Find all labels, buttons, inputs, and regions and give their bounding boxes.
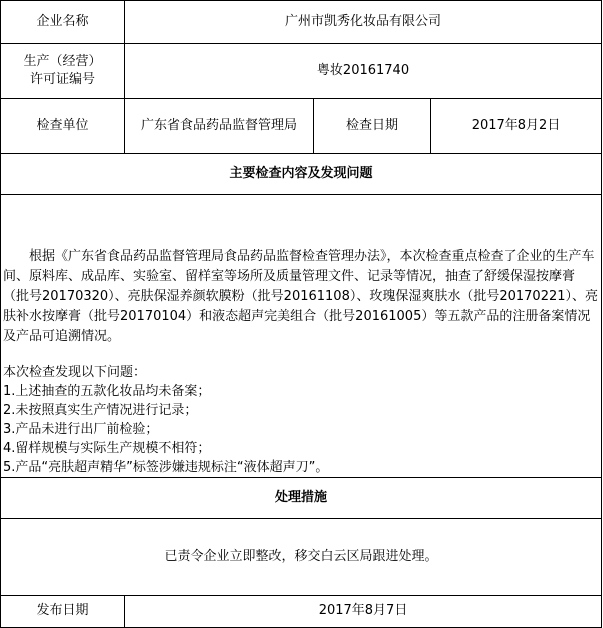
inspection-date-value: 2017年8月2日 (431, 99, 602, 154)
company-name-value: 广州市凯秀化妆品有限公司 (125, 1, 602, 44)
row-inspection-content (1, 195, 602, 478)
inspection-unit-value: 广东省食品药品监督管理局 (125, 99, 314, 154)
measures-text: 已责令企业立即整改，移交白云区局跟进处理。 (1, 519, 602, 596)
finding-item: 3.产品未进行出厂前检验； (3, 422, 159, 437)
row-inspection-info (1, 99, 602, 154)
finding-item: 2.未按照真实生产情况进行记录； (3, 403, 198, 418)
finding-item: 5.产品“亮肤超声精华”标签涉嫌违规标注“液体超声刀”。 (3, 460, 329, 475)
findings-intro: 本次检查发现以下问题： (3, 365, 147, 380)
license-number-value: 粤妆20161740 (125, 44, 602, 99)
publish-date-label: 发布日期 (1, 596, 125, 628)
publish-date-value: 2017年8月7日 (125, 596, 602, 628)
row-license-number (1, 44, 602, 99)
row-publish-date (1, 596, 602, 628)
row-main-section-header (1, 154, 602, 195)
license-number-label (1, 44, 125, 99)
finding-item: 1.上述抽查的五款化妆品均未备案； (3, 384, 211, 399)
inspection-paragraph: 根据《广东省食品药品监督管理局食品药品监督检查管理办法》，本次检查重点检查了企业的生产车间、原料库、成品库、实验室、留样室等场所及质量管理文件、记录等情况，抽查了舒缓保湿按摩膏（批号20170320）、亮肤保湿养颜软膜粉（批号20161108）、玫瑰保湿爽肤水（批号20170221）、亮肤补水按摩膏（批号20170104）和液态超声完美组合（批号20161005）等五款产品的注册备案情况及产品可追溯情况。 (3, 249, 599, 344)
measures-section-title: 处理措施 (1, 478, 602, 519)
inspection-content-cell (1, 195, 602, 478)
row-measures-header (1, 478, 602, 519)
row-measures-content (1, 519, 602, 596)
inspection-date-label: 检查日期 (314, 99, 431, 154)
company-name-label: 企业名称 (1, 1, 125, 44)
inspection-unit-label: 检查单位 (1, 99, 125, 154)
license-label-line-2: 许可证编号 (29, 72, 95, 87)
findings-list (3, 363, 599, 477)
license-label-line-1: 生产（经营） (23, 54, 102, 69)
main-section-title: 主要检查内容及发现问题 (1, 154, 602, 195)
finding-item: 4.留样规模与实际生产规模不相符； (3, 441, 211, 456)
row-company-name (1, 1, 602, 44)
